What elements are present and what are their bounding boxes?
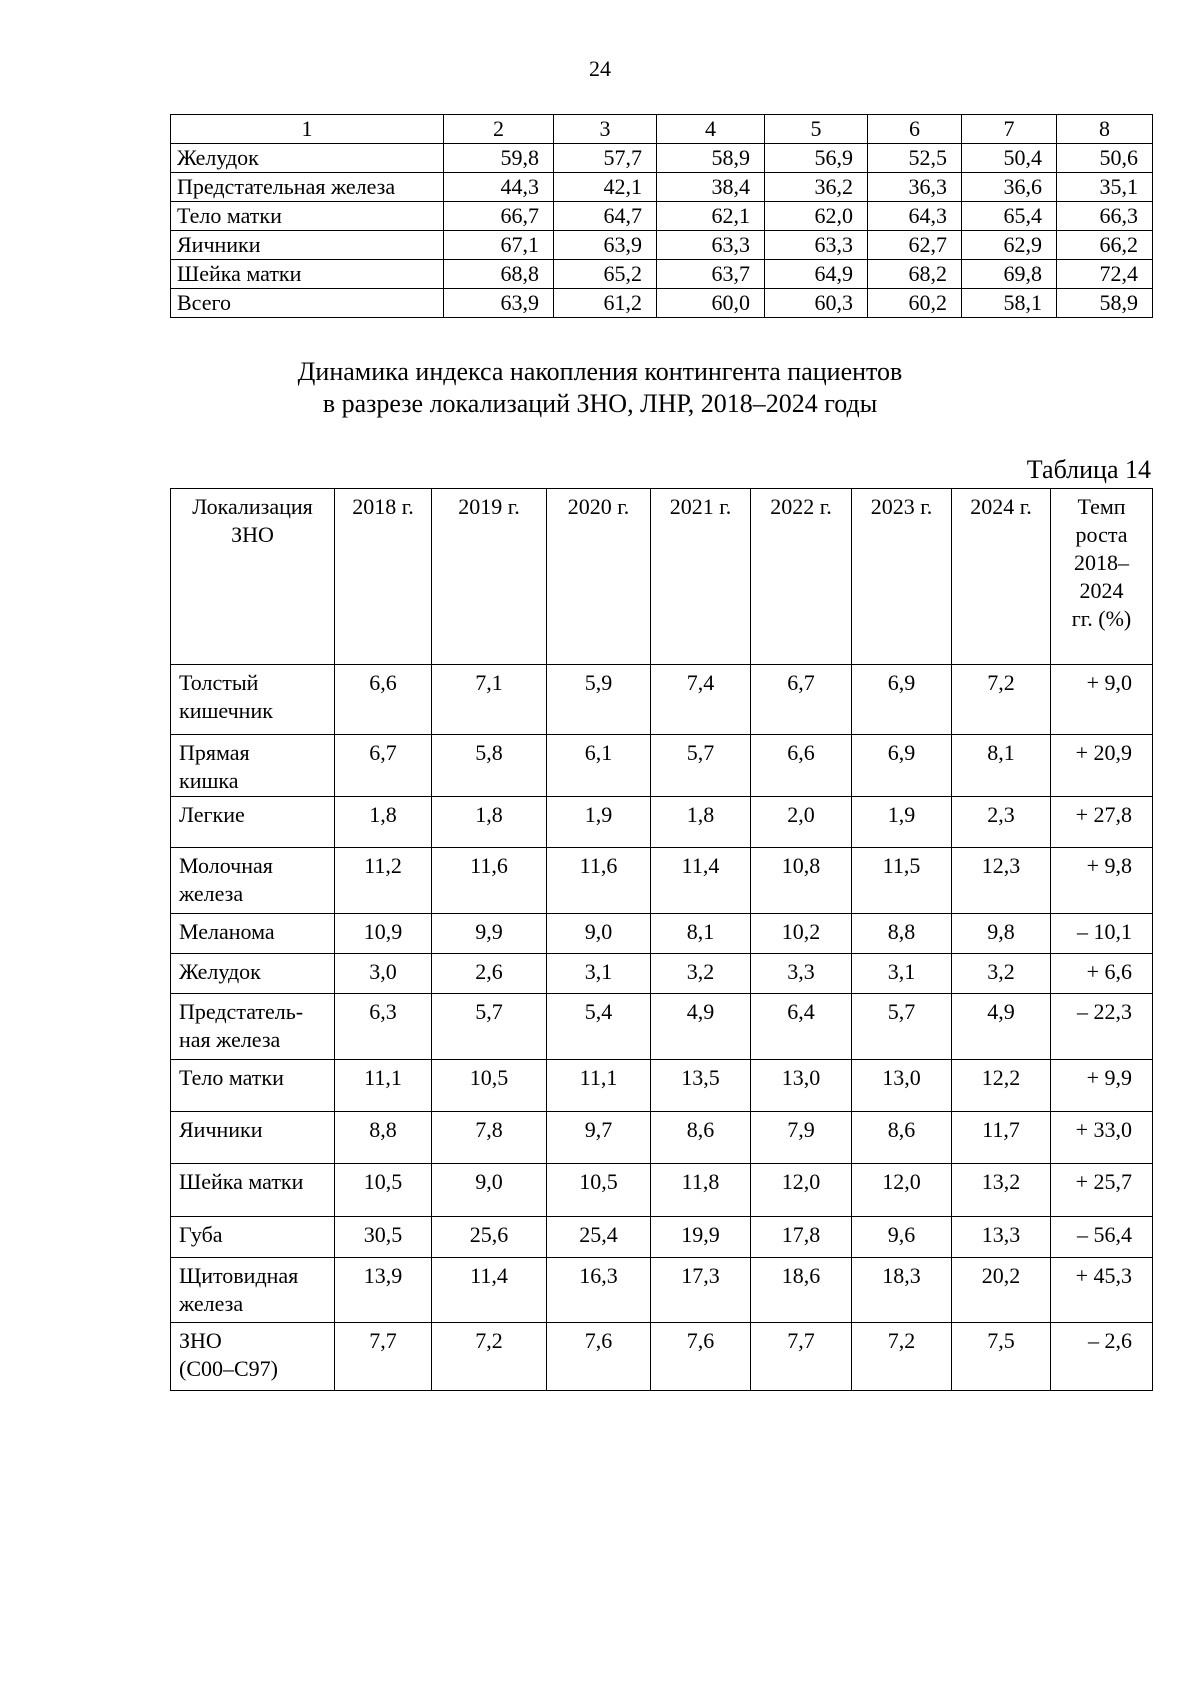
value-cell: 9,7 — [547, 1112, 651, 1164]
value-cell: 66,3 — [1057, 202, 1153, 231]
table-row — [171, 994, 1153, 1060]
location-cell — [171, 1060, 335, 1112]
growth-rate-cell: – 10,1 — [1051, 914, 1153, 954]
value-cell: 67,1 — [444, 231, 554, 260]
value-cell: 64,3 — [868, 202, 962, 231]
value-cell: 62,0 — [765, 202, 868, 231]
location-cell — [171, 914, 335, 954]
value-cell: 13,3 — [952, 1217, 1051, 1258]
header-rate-line: роста — [1075, 522, 1128, 547]
table-caption — [0, 356, 1200, 420]
location-line: Желудок — [179, 959, 261, 984]
header-location-line: ЗНО — [231, 522, 274, 547]
value-cell: 11,1 — [547, 1060, 651, 1112]
value-cell: 58,1 — [962, 289, 1057, 318]
value-cell: 36,3 — [868, 173, 962, 202]
value-cell: 7,6 — [547, 1323, 651, 1391]
value-cell: 6,1 — [547, 735, 651, 797]
value-cell: 11,8 — [651, 1164, 751, 1217]
value-cell: 8,8 — [335, 1112, 432, 1164]
value-cell: 57,7 — [554, 144, 657, 173]
value-cell: 62,7 — [868, 231, 962, 260]
location-line: Прямая — [179, 740, 250, 765]
value-cell: 63,3 — [765, 231, 868, 260]
location-cell — [171, 1323, 335, 1391]
value-cell: 8,1 — [952, 735, 1051, 797]
table-row — [171, 231, 1153, 260]
value-cell: 38,4 — [657, 173, 765, 202]
table-row — [171, 202, 1153, 231]
location-line: Щитовидная — [179, 1263, 299, 1288]
value-cell: 11,5 — [852, 848, 952, 914]
value-cell: 9,9 — [432, 914, 547, 954]
location-cell: Тело матки — [171, 202, 444, 231]
location-cell — [171, 1258, 335, 1323]
growth-rate-cell: + 9,9 — [1051, 1060, 1153, 1112]
column-number-cell: 3 — [554, 115, 657, 144]
location-line: Легкие — [179, 802, 245, 827]
value-cell: 5,7 — [651, 735, 751, 797]
table-row — [171, 914, 1153, 954]
value-cell: 61,2 — [554, 289, 657, 318]
location-cell: Всего — [171, 289, 444, 318]
header-year: 2019 г. — [432, 489, 547, 665]
value-cell: 4,9 — [651, 994, 751, 1060]
table-row — [171, 1258, 1153, 1323]
value-cell: 6,6 — [335, 665, 432, 735]
location-line: Меланома — [179, 919, 275, 944]
value-cell: 7,9 — [751, 1112, 852, 1164]
header-location-line: Локализация — [192, 494, 313, 519]
value-cell: 10,5 — [432, 1060, 547, 1112]
value-cell: 63,9 — [554, 231, 657, 260]
value-cell: 5,7 — [852, 994, 952, 1060]
column-number-cell: 5 — [765, 115, 868, 144]
table-row — [171, 1217, 1153, 1258]
value-cell: 6,7 — [751, 665, 852, 735]
value-cell: 6,9 — [852, 665, 952, 735]
value-cell: 5,7 — [432, 994, 547, 1060]
value-cell: 3,3 — [751, 954, 852, 994]
value-cell: 2,0 — [751, 797, 852, 848]
column-number-cell: 7 — [962, 115, 1057, 144]
growth-rate-cell: + 25,7 — [1051, 1164, 1153, 1217]
value-cell: 12,2 — [952, 1060, 1051, 1112]
value-cell: 2,6 — [432, 954, 547, 994]
value-cell: 56,9 — [765, 144, 868, 173]
header-year: 2022 г. — [751, 489, 852, 665]
table-row — [171, 665, 1153, 735]
value-cell: 10,9 — [335, 914, 432, 954]
value-cell: 72,4 — [1057, 260, 1153, 289]
value-cell: 18,3 — [852, 1258, 952, 1323]
location-cell — [171, 735, 335, 797]
value-cell: 1,8 — [651, 797, 751, 848]
location-cell: Яичники — [171, 231, 444, 260]
location-line: Тело матки — [179, 1065, 284, 1090]
value-cell: 17,8 — [751, 1217, 852, 1258]
value-cell: 12,0 — [751, 1164, 852, 1217]
value-cell: 62,9 — [962, 231, 1057, 260]
value-cell: 11,2 — [335, 848, 432, 914]
value-cell: 8,6 — [651, 1112, 751, 1164]
value-cell: 13,0 — [852, 1060, 952, 1112]
header-year: 2024 г. — [952, 489, 1051, 665]
value-cell: 7,1 — [432, 665, 547, 735]
growth-rate-cell: – 2,6 — [1051, 1323, 1153, 1391]
value-cell: 3,2 — [651, 954, 751, 994]
column-number-cell: 8 — [1057, 115, 1153, 144]
value-cell: 1,9 — [852, 797, 952, 848]
value-cell: 3,1 — [547, 954, 651, 994]
location-cell — [171, 797, 335, 848]
value-cell: 63,7 — [657, 260, 765, 289]
value-cell: 69,8 — [962, 260, 1057, 289]
value-cell: 5,4 — [547, 994, 651, 1060]
column-number-cell: 4 — [657, 115, 765, 144]
column-number-cell: 1 — [171, 115, 444, 144]
value-cell: 68,8 — [444, 260, 554, 289]
value-cell: 8,6 — [852, 1112, 952, 1164]
continued-table-header-row — [171, 115, 1153, 144]
location-line: кишка — [179, 768, 239, 793]
location-line: (С00–С97) — [179, 1356, 278, 1381]
value-cell: 7,2 — [952, 665, 1051, 735]
value-cell: 7,2 — [852, 1323, 952, 1391]
table-label: Таблица 14 — [1026, 455, 1151, 484]
value-cell: 1,8 — [335, 797, 432, 848]
growth-rate-cell: + 9,0 — [1051, 665, 1153, 735]
value-cell: 42,1 — [554, 173, 657, 202]
location-line: Молочная — [179, 853, 273, 878]
location-line: ная железа — [179, 1027, 281, 1052]
header-rate-line: гг. (%) — [1071, 606, 1132, 631]
location-line: ЗНО — [179, 1328, 222, 1353]
value-cell: 44,3 — [444, 173, 554, 202]
table-row — [171, 735, 1153, 797]
header-year: 2018 г. — [335, 489, 432, 665]
value-cell: 5,8 — [432, 735, 547, 797]
value-cell: 3,2 — [952, 954, 1051, 994]
value-cell: 1,8 — [432, 797, 547, 848]
value-cell: 36,2 — [765, 173, 868, 202]
table-row — [171, 1112, 1153, 1164]
header-year: 2021 г. — [651, 489, 751, 665]
value-cell: 11,1 — [335, 1060, 432, 1112]
value-cell: 11,6 — [547, 848, 651, 914]
value-cell: 6,3 — [335, 994, 432, 1060]
value-cell: 13,9 — [335, 1258, 432, 1323]
value-cell: 58,9 — [657, 144, 765, 173]
value-cell: 10,2 — [751, 914, 852, 954]
continued-table — [170, 114, 1153, 318]
table-row — [171, 1060, 1153, 1112]
header-rate-line: Темп — [1077, 494, 1126, 519]
location-cell — [171, 1112, 335, 1164]
table-row — [171, 144, 1153, 173]
value-cell: 9,6 — [852, 1217, 952, 1258]
header-rate-line: 2018– — [1074, 550, 1129, 575]
value-cell: 7,6 — [651, 1323, 751, 1391]
value-cell: 9,8 — [952, 914, 1051, 954]
growth-rate-cell: + 9,8 — [1051, 848, 1153, 914]
value-cell: 25,6 — [432, 1217, 547, 1258]
value-cell: 11,4 — [651, 848, 751, 914]
value-cell: 68,2 — [868, 260, 962, 289]
value-cell: 16,3 — [547, 1258, 651, 1323]
table-row — [171, 1164, 1153, 1217]
value-cell: 5,9 — [547, 665, 651, 735]
value-cell: 52,5 — [868, 144, 962, 173]
value-cell: 63,9 — [444, 289, 554, 318]
value-cell: 7,2 — [432, 1323, 547, 1391]
header-year: 2023 г. — [852, 489, 952, 665]
value-cell: 7,7 — [335, 1323, 432, 1391]
value-cell: 50,6 — [1057, 144, 1153, 173]
location-line: Губа — [179, 1222, 223, 1247]
table-row — [171, 1323, 1153, 1391]
value-cell: 65,4 — [962, 202, 1057, 231]
value-cell: 1,9 — [547, 797, 651, 848]
header-year: 2020 г. — [547, 489, 651, 665]
value-cell: 30,5 — [335, 1217, 432, 1258]
value-cell: 19,9 — [651, 1217, 751, 1258]
value-cell: 63,3 — [657, 231, 765, 260]
location-cell: Предстательная железа — [171, 173, 444, 202]
header-rate-line: 2024 — [1079, 578, 1124, 603]
value-cell: 12,0 — [852, 1164, 952, 1217]
value-cell: 7,5 — [952, 1323, 1051, 1391]
value-cell: 3,0 — [335, 954, 432, 994]
location-cell — [171, 994, 335, 1060]
value-cell: 35,1 — [1057, 173, 1153, 202]
value-cell: 4,9 — [952, 994, 1051, 1060]
value-cell: 59,8 — [444, 144, 554, 173]
value-cell: 7,8 — [432, 1112, 547, 1164]
growth-rate-cell: + 20,9 — [1051, 735, 1153, 797]
table-14 — [170, 488, 1153, 1391]
value-cell: 6,7 — [335, 735, 432, 797]
value-cell: 66,7 — [444, 202, 554, 231]
growth-rate-cell: + 6,6 — [1051, 954, 1153, 994]
growth-rate-cell: + 45,3 — [1051, 1258, 1153, 1323]
value-cell: 58,9 — [1057, 289, 1153, 318]
location-cell — [171, 954, 335, 994]
value-cell: 2,3 — [952, 797, 1051, 848]
table-row — [171, 289, 1153, 318]
location-cell: Шейка матки — [171, 260, 444, 289]
value-cell: 9,0 — [432, 1164, 547, 1217]
value-cell: 10,5 — [335, 1164, 432, 1217]
value-cell: 7,7 — [751, 1323, 852, 1391]
value-cell: 11,4 — [432, 1258, 547, 1323]
location-cell — [171, 1217, 335, 1258]
value-cell: 6,4 — [751, 994, 852, 1060]
value-cell: 13,2 — [952, 1164, 1051, 1217]
value-cell: 64,7 — [554, 202, 657, 231]
value-cell: 13,5 — [651, 1060, 751, 1112]
value-cell: 20,2 — [952, 1258, 1051, 1323]
value-cell: 36,6 — [962, 173, 1057, 202]
table-row — [171, 954, 1153, 994]
value-cell: 8,8 — [852, 914, 952, 954]
header-location — [171, 489, 335, 665]
location-line: железа — [179, 881, 244, 906]
location-cell — [171, 665, 335, 735]
value-cell: 3,1 — [852, 954, 952, 994]
location-cell — [171, 1164, 335, 1217]
value-cell: 60,2 — [868, 289, 962, 318]
table-row — [171, 797, 1153, 848]
value-cell: 60,0 — [657, 289, 765, 318]
value-cell: 25,4 — [547, 1217, 651, 1258]
growth-rate-cell: – 56,4 — [1051, 1217, 1153, 1258]
value-cell: 11,7 — [952, 1112, 1051, 1164]
value-cell: 11,6 — [432, 848, 547, 914]
value-cell: 10,8 — [751, 848, 852, 914]
column-number-cell: 6 — [868, 115, 962, 144]
value-cell: 12,3 — [952, 848, 1051, 914]
caption-line-1: Динамика индекса накопления контингента пациентов — [297, 357, 903, 386]
caption-line-2: в разрезе локализаций ЗНО, ЛНР, 2018–2024 годы — [322, 389, 878, 418]
location-cell: Желудок — [171, 144, 444, 173]
table-row — [171, 848, 1153, 914]
table-row — [171, 260, 1153, 289]
column-number-cell: 2 — [444, 115, 554, 144]
value-cell: 60,3 — [765, 289, 868, 318]
value-cell: 66,2 — [1057, 231, 1153, 260]
value-cell: 7,4 — [651, 665, 751, 735]
value-cell: 64,9 — [765, 260, 868, 289]
location-cell — [171, 848, 335, 914]
page-number: 24 — [589, 56, 611, 81]
value-cell: 65,2 — [554, 260, 657, 289]
table-14-header-row — [171, 489, 1153, 665]
location-line: железа — [179, 1291, 244, 1316]
growth-rate-cell: – 22,3 — [1051, 994, 1153, 1060]
value-cell: 17,3 — [651, 1258, 751, 1323]
value-cell: 62,1 — [657, 202, 765, 231]
value-cell: 6,9 — [852, 735, 952, 797]
table-row — [171, 173, 1153, 202]
header-growth-rate — [1051, 489, 1153, 665]
value-cell: 6,6 — [751, 735, 852, 797]
value-cell: 13,0 — [751, 1060, 852, 1112]
growth-rate-cell: + 27,8 — [1051, 797, 1153, 848]
location-line: Предстатель- — [179, 999, 304, 1024]
value-cell: 50,4 — [962, 144, 1057, 173]
location-line: Шейка матки — [179, 1169, 304, 1194]
value-cell: 10,5 — [547, 1164, 651, 1217]
value-cell: 8,1 — [651, 914, 751, 954]
location-line: Яичники — [179, 1117, 263, 1142]
value-cell: 9,0 — [547, 914, 651, 954]
location-line: Толстый — [179, 670, 259, 695]
value-cell: 18,6 — [751, 1258, 852, 1323]
growth-rate-cell: + 33,0 — [1051, 1112, 1153, 1164]
location-line: кишечник — [179, 698, 273, 723]
